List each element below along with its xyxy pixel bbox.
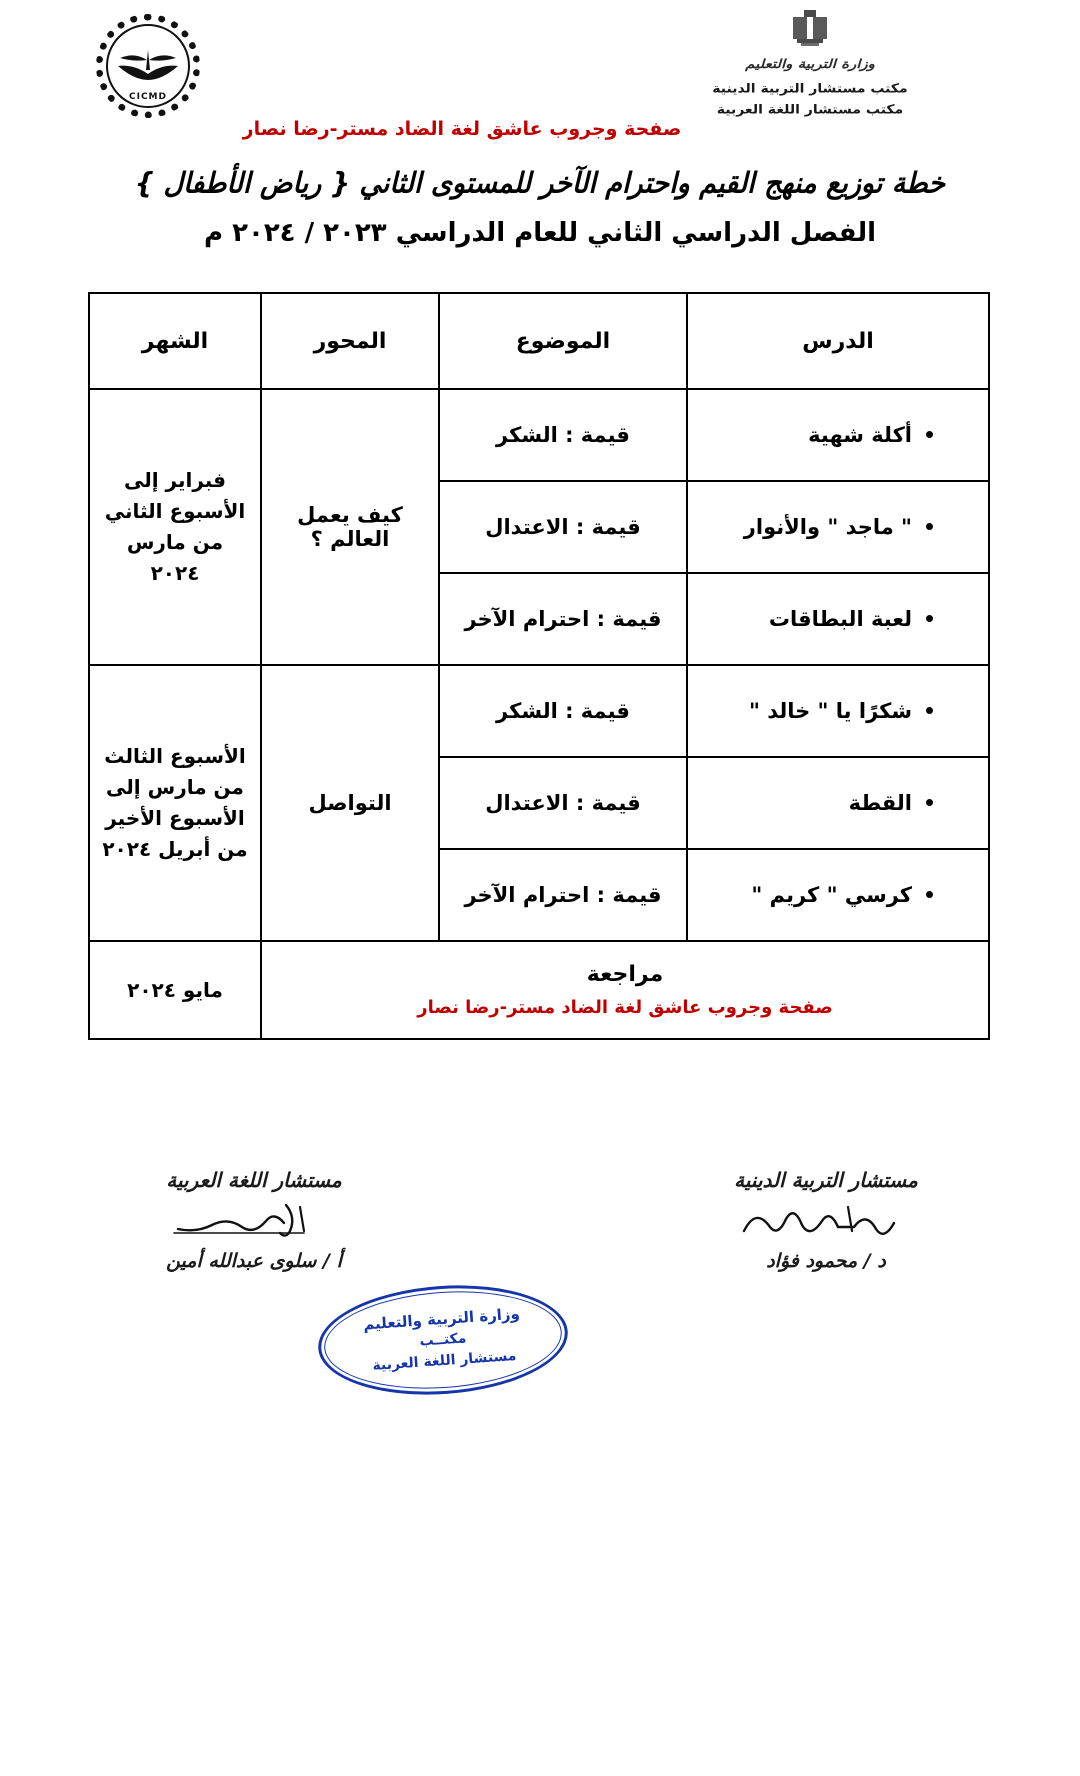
bullet-icon	[926, 707, 933, 714]
lesson-text: شكرًا يا " خالد "	[748, 699, 912, 724]
table-row	[89, 389, 989, 481]
bullet-icon	[926, 523, 933, 530]
watermark-top	[0, 118, 1080, 140]
column-header-lesson: الدرس	[687, 293, 989, 389]
subject-cell: قيمة : احترام الآخر	[439, 573, 687, 665]
lesson-cell	[687, 665, 989, 757]
plan-table-wrapper	[90, 292, 990, 1040]
egypt-eagle-emblem-icon	[787, 8, 833, 54]
signature-arabic-advisor	[104, 1168, 404, 1272]
signature-title: مستشار التربية الدينية	[734, 1168, 918, 1193]
lesson-text: " ماجد " والأنوار	[743, 515, 912, 540]
table-header-row	[89, 293, 989, 389]
lesson-text: أكلة شهية	[808, 423, 912, 448]
subject-cell: قيمة : الاعتدال	[439, 757, 687, 849]
document-header	[0, 0, 1080, 160]
title-block	[0, 166, 1080, 248]
bullet-icon	[926, 891, 933, 898]
column-header-subject: الموضوع	[439, 293, 687, 389]
handwritten-signature-icon	[676, 1192, 976, 1250]
stamp-line-1: وزارة التربية والتعليم	[362, 1304, 521, 1334]
office-line-religious: مكتب مستشار التربية الدينية	[712, 81, 908, 96]
axis-cell: التواصل	[261, 665, 439, 941]
handwritten-signature-icon	[104, 1192, 404, 1250]
stamp-text	[315, 1278, 572, 1403]
lesson-text: كرسي " كريم "	[751, 883, 912, 908]
month-cell: فبراير إلى الأسبوع الثاني من مارس ٢٠٢٤	[89, 389, 261, 665]
month-cell-review: مايو ٢٠٢٤	[89, 941, 261, 1039]
ministry-name: وزارة التربية والتعليم	[745, 56, 875, 72]
ministry-header	[640, 8, 980, 121]
subject-cell: قيمة : الاعتدال	[439, 481, 687, 573]
signatures-section	[0, 1168, 1080, 1375]
subject-cell: قيمة : احترام الآخر	[439, 849, 687, 941]
lesson-text: لعبة البطاقات	[768, 607, 912, 632]
bullet-icon	[926, 615, 933, 622]
page-title: خطة توزيع منهج القيم واحترام الآخر للمستوى الثاني { رياض الأطفال }	[134, 167, 946, 200]
signature-name: د / محمود فؤاد	[766, 1250, 886, 1273]
month-cell: الأسبوع الثالث من مارس إلى الأسبوع الأخير من أبريل ٢٠٢٤	[89, 665, 261, 941]
office-line-arabic: مكتب مستشار اللغة العربية	[716, 102, 904, 117]
lesson-text: القطة	[848, 791, 912, 816]
bullet-icon	[926, 799, 933, 806]
watermark-top-text: صفحة وجروب عاشق لغة الضاد مستر-رضا نصار	[242, 118, 682, 140]
lesson-cell	[687, 849, 989, 941]
stamp-line-3: مستشار اللغة العربية	[371, 1348, 517, 1375]
official-stamp	[318, 1286, 568, 1394]
page-subtitle: الفصل الدراسي الثاني للعام الدراسي ٢٠٢٣ / ٢٠٢٤ م	[203, 218, 877, 249]
signature-name: أ / سلوى عبدالله أمين	[166, 1250, 342, 1273]
open-book-icon	[116, 44, 180, 82]
watermark-table-text: صفحة وجروب عاشق لغة الضاد مستر-رضا نصار	[417, 997, 833, 1019]
subject-cell: قيمة : الشكر	[439, 665, 687, 757]
review-cell	[261, 941, 989, 1039]
lesson-cell	[687, 389, 989, 481]
signature-title: مستشار اللغة العربية	[166, 1168, 342, 1193]
lesson-cell	[687, 757, 989, 849]
column-header-month: الشهر	[89, 293, 261, 389]
logo-abbr: CICMD	[129, 92, 167, 102]
subject-cell: قيمة : الشكر	[439, 389, 687, 481]
group-logo	[96, 14, 200, 118]
signature-religious-advisor	[676, 1168, 976, 1272]
lesson-cell	[687, 573, 989, 665]
lesson-cell	[687, 481, 989, 573]
axis-cell: كيف يعمل العالم ؟	[261, 389, 439, 665]
table-row	[89, 665, 989, 757]
distribution-plan-table	[88, 292, 990, 1040]
bullet-icon	[926, 431, 933, 438]
review-label: مراجعة	[586, 962, 664, 988]
stamp-line-2: مكتــب	[419, 1331, 467, 1351]
column-header-axis: المحور	[261, 293, 439, 389]
table-row-review	[89, 941, 989, 1039]
